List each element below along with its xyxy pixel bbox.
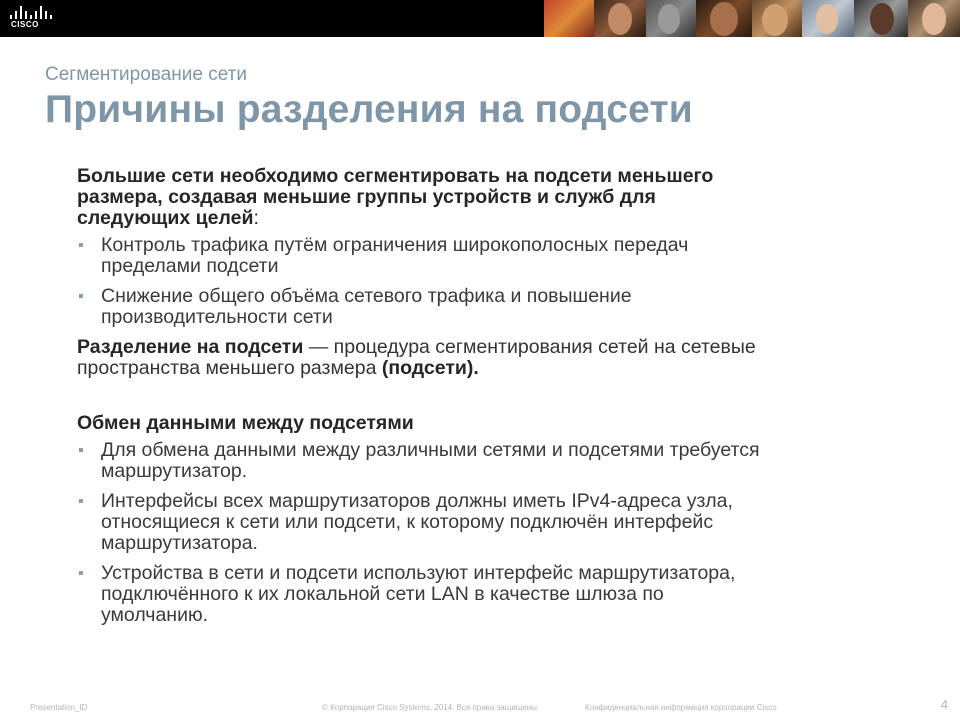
bullet-icon: ▪	[78, 565, 84, 582]
cisco-logo-text: CISCO	[11, 20, 39, 29]
bullet-icon: ▪	[78, 237, 84, 254]
header-photo	[752, 0, 802, 37]
bullet-text: Снижение общего объёма сетевого трафика и повышение	[101, 285, 632, 307]
definition-term: Разделение на подсети	[77, 336, 304, 358]
header-photo	[802, 0, 854, 37]
list-item	[78, 234, 927, 277]
bullet-text: подключённого к их локальной сети LAN в качестве шлюза по	[101, 583, 664, 605]
header-photo	[544, 0, 594, 37]
bullet-text: Интерфейсы всех маршрутизаторов должны иметь IPv4-адреса узла,	[101, 490, 733, 512]
definition-paren: (подсети).	[381, 357, 479, 379]
definition-paragraph	[77, 337, 927, 379]
footer-confidential: Конфиденциальная информация корпорации Cisco	[585, 703, 777, 712]
header-photo	[854, 0, 908, 37]
bullet-text: Устройства в сети и подсети используют интерфейс маршрутизатора,	[101, 562, 736, 584]
intro-line: следующих целей	[77, 207, 254, 229]
top-bar	[0, 0, 960, 37]
bullet-text: производительности сети	[101, 306, 333, 328]
bullet-icon: ▪	[78, 288, 84, 305]
bullet-text: Для обмена данными между различными сетями и подсетями требуется	[101, 439, 760, 461]
header-photo	[646, 0, 696, 37]
cisco-bars-icon	[10, 6, 54, 19]
cisco-logo	[9, 4, 59, 32]
slide-subtitle: Сегментирование сети	[45, 64, 247, 85]
bullet-text: пределами подсети	[101, 255, 279, 277]
header-photo	[594, 0, 646, 37]
intro-line: Большие сети необходимо сегментировать на подсети меньшего	[77, 165, 714, 187]
list-item	[78, 439, 927, 482]
bullet-icon: ▪	[78, 442, 84, 459]
bullet-text: маршрутизатор.	[101, 460, 248, 482]
intro-paragraph	[77, 166, 927, 229]
footer-presentation-id: Presentation_ID	[30, 703, 88, 712]
intro-line: размера, создавая меньшие группы устройств и служб для	[77, 186, 656, 208]
bullet-text: относящиеся к сети или подсети, к которому подключён интерфейс	[101, 511, 714, 533]
purpose-bullet-list	[77, 235, 927, 328]
section-heading: Обмен данными между подсетями	[77, 412, 414, 434]
page-number: 4	[940, 697, 948, 712]
bullet-text: маршрутизатора.	[101, 532, 258, 554]
routing-bullet-list	[77, 440, 927, 626]
bullet-icon: ▪	[78, 493, 84, 510]
header-photo	[696, 0, 752, 37]
slide-content	[77, 166, 927, 635]
definition-text: — процедура сегментирования сетей на сетевые	[303, 336, 756, 358]
definition-text: пространства меньшего размера	[77, 357, 382, 379]
header-photo-strip	[544, 0, 960, 37]
bullet-text: Контроль трафика путём ограничения широкополосных передач	[101, 234, 689, 256]
header-photo	[908, 0, 960, 37]
list-item	[78, 490, 927, 554]
list-item	[78, 562, 927, 626]
slide-title: Причины разделения на подсети	[45, 88, 693, 131]
footer-copyright: © Корпорация Cisco Systems, 2014. Все права защищены.	[322, 703, 540, 712]
list-item	[78, 285, 927, 328]
intro-colon: :	[253, 207, 259, 229]
bullet-text: умолчанию.	[101, 604, 209, 626]
